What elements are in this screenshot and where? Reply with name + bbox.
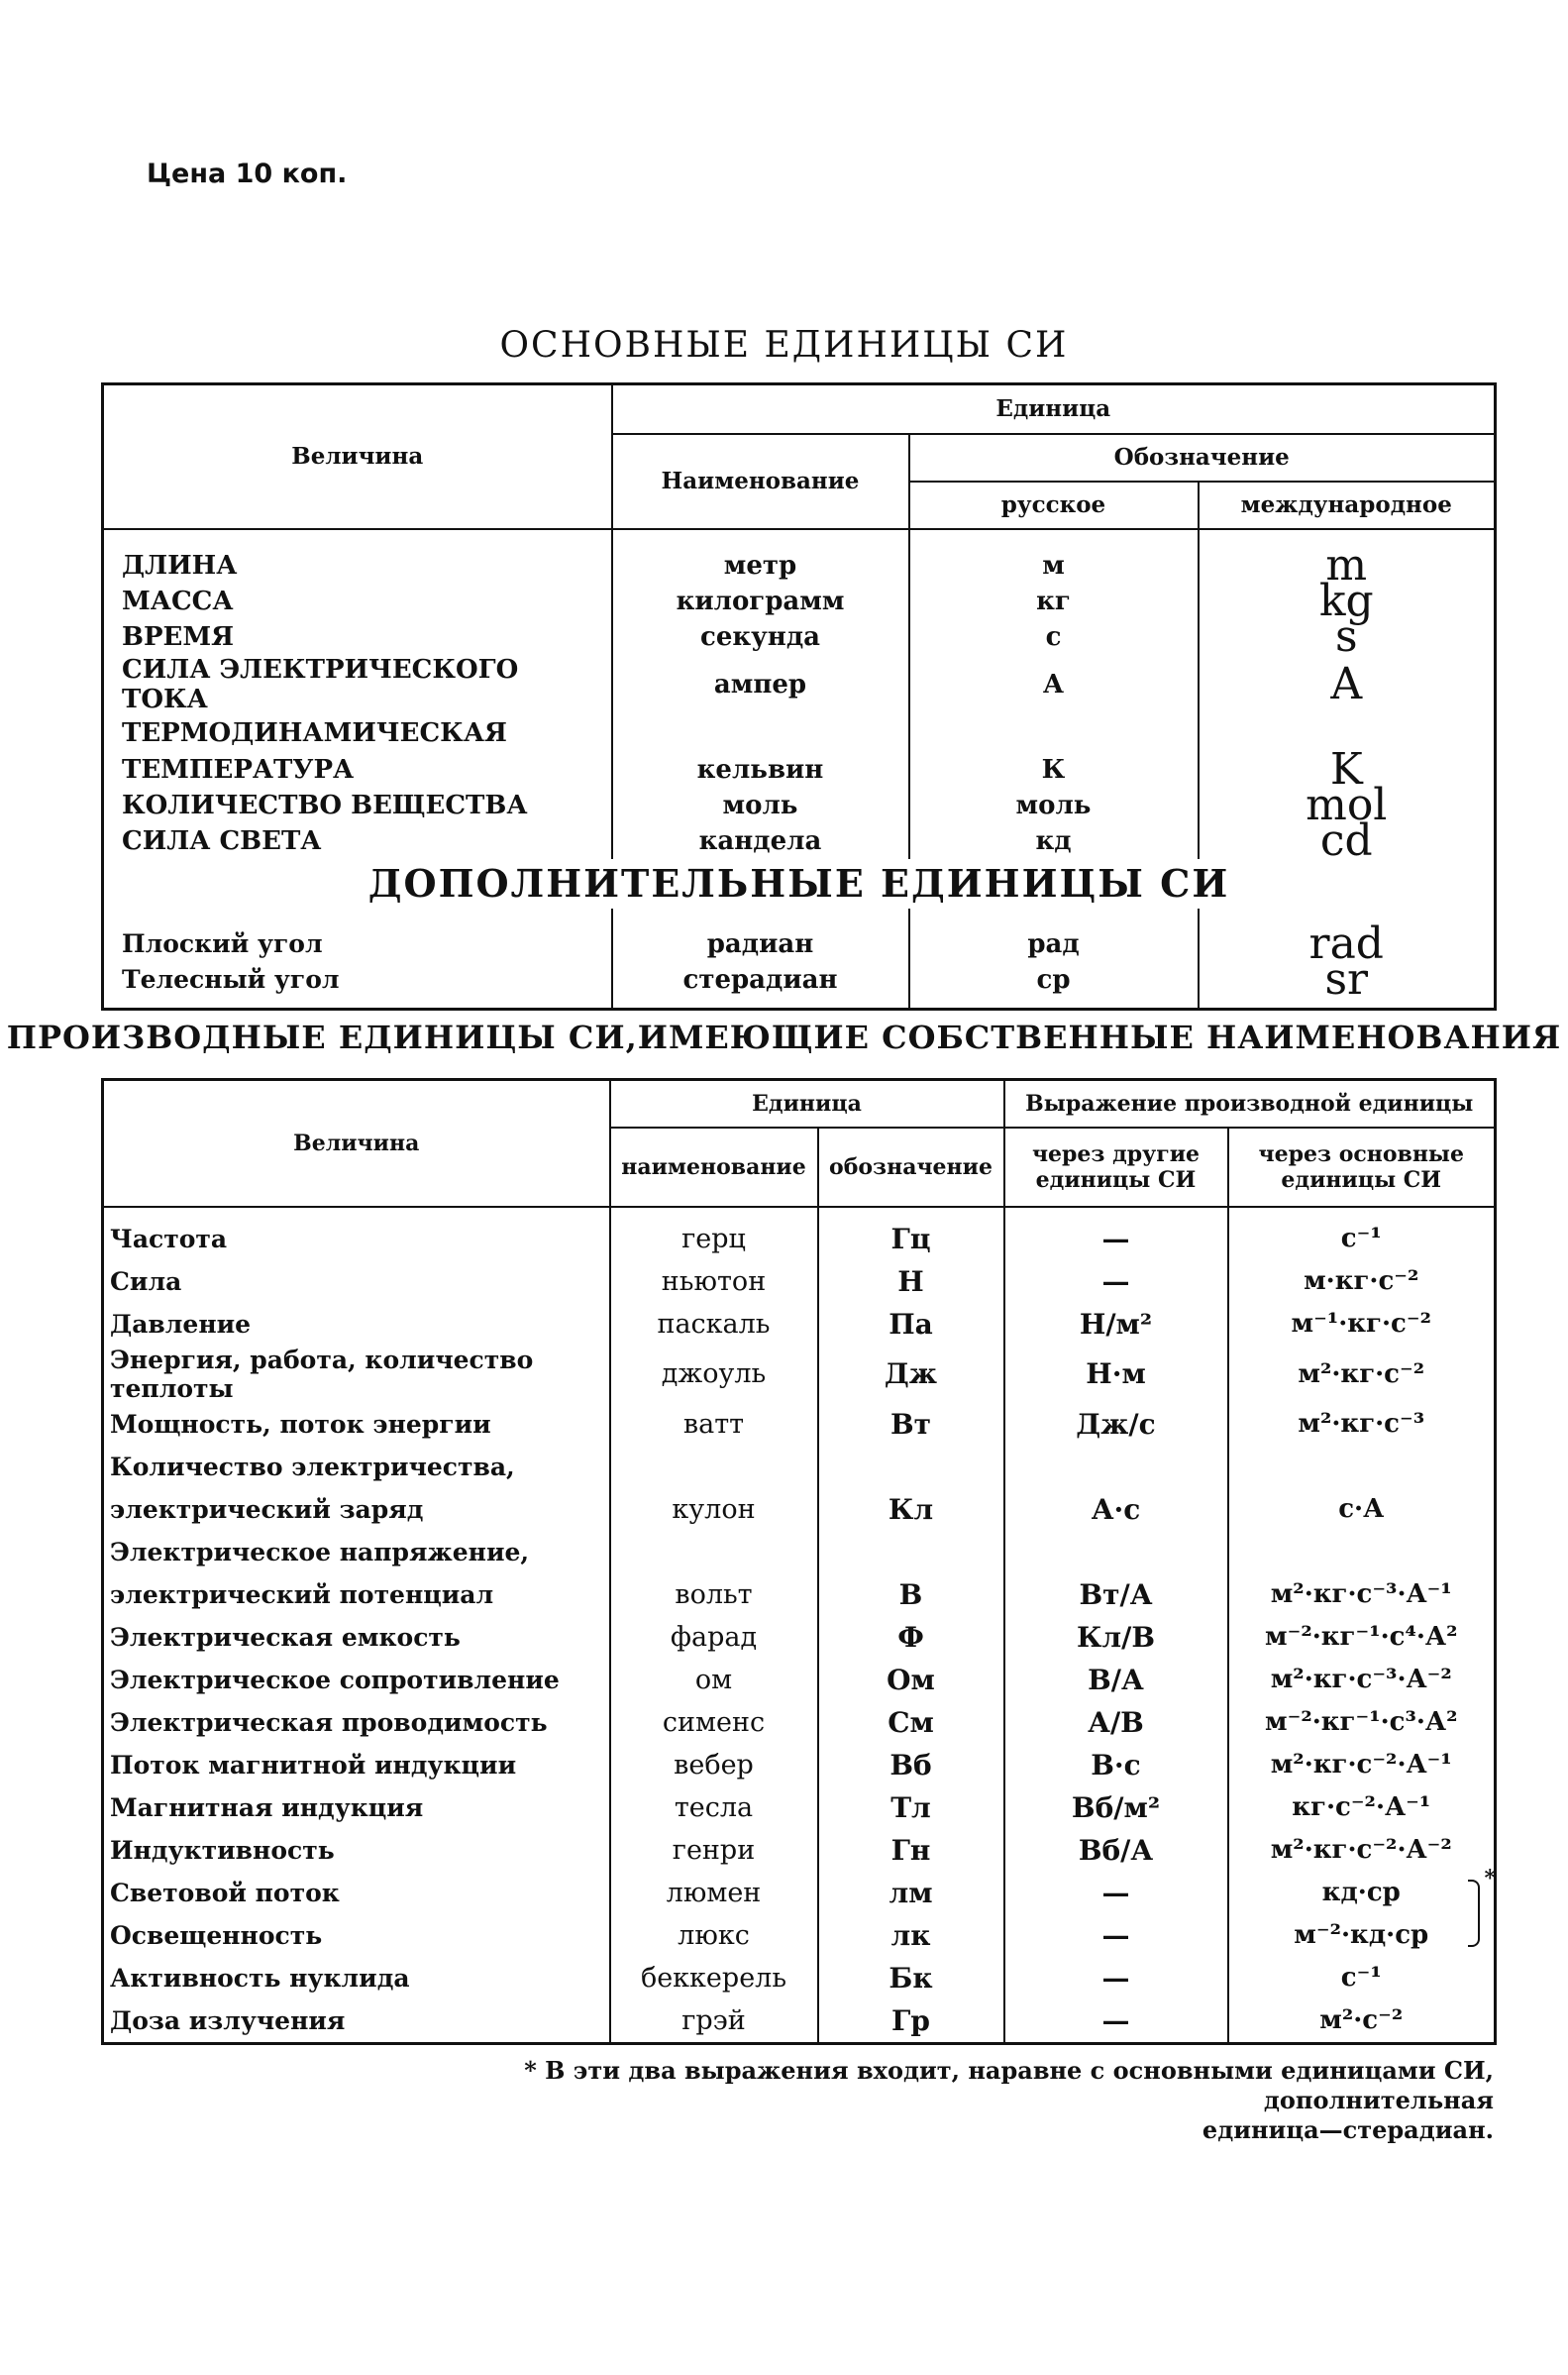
name-cell-text: герц <box>681 1223 746 1254</box>
symbol-cell <box>818 1488 1004 1531</box>
via-base-cell-text: кг·с⁻²·А⁻¹ <box>1292 1792 1431 1822</box>
table-row <box>103 1829 1496 1872</box>
via-base-cell <box>1228 1488 1496 1531</box>
quantity-cell-text: Электрическое напряжение, <box>110 1537 530 1566</box>
via-other-cell <box>1004 1659 1228 1701</box>
intl-symbol-cell: mol <box>1199 788 1496 823</box>
quantity-cell: ТЕРМОДИНАМИЧЕСКАЯ <box>103 714 612 752</box>
symbol-cell <box>818 1403 1004 1446</box>
via-other-cell-text: Н·м <box>1086 1357 1146 1390</box>
intl-symbol-cell: cd <box>1199 823 1496 859</box>
name-cell <box>610 1260 818 1303</box>
derived-units-table <box>101 1078 1497 2045</box>
table-row <box>103 1957 1496 1999</box>
ru-symbol-cell: с <box>909 619 1199 655</box>
name-cell-text: кулон <box>672 1493 756 1525</box>
via-base-cell <box>1228 1914 1496 1957</box>
via-other-cell <box>1004 1957 1228 1999</box>
symbol-cell-text: Бк <box>889 1961 933 1995</box>
derived-units-title: ПРОИЗВОДНЫЕ ЕДИНИЦЫ СИ,ИМЕЮЩИЕ СОБСТВЕННЫЕ НАИМЕНОВАНИЯ <box>6 1019 1562 1056</box>
symbol-cell-text: Ф <box>897 1620 924 1654</box>
name-cell: метр <box>612 529 909 584</box>
name-cell-text: сименс <box>662 1706 766 1738</box>
name-cell: моль <box>612 788 909 823</box>
table-row <box>103 1403 1496 1446</box>
name-cell-text: ом <box>694 1664 733 1695</box>
via-base-cell <box>1228 1531 1496 1573</box>
via-base-cell-text: м⁻²·кд·ср <box>1294 1920 1429 1950</box>
via-base-cell <box>1228 1346 1496 1403</box>
quantity-cell <box>103 1303 610 1346</box>
name-cell <box>610 1786 818 1829</box>
via-other-cell-text: А/В <box>1088 1705 1144 1739</box>
name-cell <box>610 1446 818 1488</box>
table-row <box>103 1531 1496 1573</box>
name-cell <box>610 1531 818 1573</box>
quantity-cell-text: Активность нуклида <box>110 1963 410 1993</box>
quantity-cell <box>103 1573 610 1616</box>
quantity-cell-text: Электрическая емкость <box>110 1622 461 1652</box>
intl-symbol-cell: A <box>1199 655 1496 714</box>
symbol-cell-text: лм <box>889 1876 933 1909</box>
symbol-cell <box>818 1573 1004 1616</box>
intl-symbol-cell: rad <box>1199 909 1496 962</box>
via-other-cell-text: В·с <box>1091 1748 1141 1781</box>
via-base-cell-text: м²·с⁻² <box>1319 2005 1404 2035</box>
name-cell <box>610 1829 818 1872</box>
name-cell <box>610 1616 818 1659</box>
via-base-cell <box>1228 1446 1496 1488</box>
name-cell <box>610 1403 818 1446</box>
table-row <box>103 1872 1496 1914</box>
name-cell <box>610 1999 818 2044</box>
quantity-cell-text: Электрическое сопротивление <box>110 1665 560 1694</box>
table-row <box>103 1786 1496 1829</box>
via-base-cell <box>1228 1207 1496 1260</box>
table-row <box>103 529 1496 584</box>
table-row <box>103 1999 1496 2044</box>
intl-symbol-cell: kg <box>1199 584 1496 619</box>
name-cell-text: ватт <box>682 1408 745 1440</box>
name-cell: ампер <box>612 655 909 714</box>
quantity-cell <box>103 1786 610 1829</box>
quantity-cell <box>103 1957 610 1999</box>
via-base-cell <box>1228 1786 1496 1829</box>
name-cell <box>610 1872 818 1914</box>
symbol-cell <box>818 1957 1004 1999</box>
quantity-cell <box>103 1403 610 1446</box>
symbol-cell-text: Гр <box>891 2003 930 2037</box>
quantity-cell-text: Световой поток <box>110 1878 340 1907</box>
via-base-cell-text: м²·кг·с⁻³ <box>1298 1409 1425 1439</box>
quantity-cell-text: электрический потенциал <box>110 1579 494 1609</box>
via-base-cell <box>1228 1829 1496 1872</box>
ru-symbol-cell: м <box>909 529 1199 584</box>
quantity-cell-text: Освещенность <box>110 1920 323 1950</box>
header-name: наименование <box>610 1128 818 1207</box>
via-other-cell <box>1004 1829 1228 1872</box>
via-other-cell <box>1004 1701 1228 1744</box>
asterisk-mark: * <box>1484 1865 1497 1891</box>
via-other-cell <box>1004 1573 1228 1616</box>
quantity-cell <box>103 1446 610 1488</box>
table-row <box>103 584 1496 619</box>
quantity-cell-text: Доза излучения <box>110 2005 346 2035</box>
via-base-cell <box>1228 1701 1496 1744</box>
symbol-cell <box>818 1999 1004 2044</box>
name-cell-text: вольт <box>675 1578 753 1610</box>
via-other-cell-text: — <box>1101 2003 1130 2037</box>
base-units-title: ОСНОВНЫЕ ЕДИНИЦЫ СИ <box>499 325 1069 366</box>
via-other-cell <box>1004 1999 1228 2044</box>
table-row <box>103 962 1496 1010</box>
via-base-cell <box>1228 1659 1496 1701</box>
via-base-cell-text: с⁻¹ <box>1340 1224 1382 1253</box>
name-cell <box>610 1303 818 1346</box>
via-base-cell <box>1228 1403 1496 1446</box>
via-base-cell <box>1228 1999 1496 2044</box>
symbol-cell-text: Вб <box>889 1748 932 1781</box>
quantity-cell <box>103 1488 610 1531</box>
header-via-other: через другие единицы СИ <box>1004 1128 1228 1207</box>
name-cell <box>610 1744 818 1786</box>
header-expression: Выражение производной единицы <box>1004 1080 1496 1128</box>
ru-symbol-cell: моль <box>909 788 1199 823</box>
via-other-cell-text: — <box>1101 1961 1130 1995</box>
quantity-cell <box>103 1914 610 1957</box>
via-other-cell-text: Вб/м² <box>1071 1790 1161 1824</box>
header-designation: Обозначение <box>909 434 1496 482</box>
symbol-cell-text: Тл <box>890 1790 931 1824</box>
name-cell: кандела <box>612 823 909 859</box>
name-cell: радиан <box>612 909 909 962</box>
via-other-cell <box>1004 1872 1228 1914</box>
quantity-cell: КОЛИЧЕСТВО ВЕЩЕСТВА <box>103 788 612 823</box>
table-row <box>103 1446 1496 1488</box>
quantity-cell <box>103 1829 610 1872</box>
via-other-cell <box>1004 1744 1228 1786</box>
via-other-cell <box>1004 1488 1228 1531</box>
via-other-cell <box>1004 1786 1228 1829</box>
header-designation: обозначение <box>818 1128 1004 1207</box>
via-other-cell <box>1004 1616 1228 1659</box>
via-base-cell-text: м²·кг·с⁻³·А⁻¹ <box>1270 1579 1452 1609</box>
via-other-cell-text: Вб/А <box>1078 1833 1154 1867</box>
name-cell <box>610 1207 818 1260</box>
via-base-cell <box>1228 1303 1496 1346</box>
via-other-cell <box>1004 1207 1228 1260</box>
symbol-cell-text: Дж <box>884 1357 938 1390</box>
via-other-cell <box>1004 1303 1228 1346</box>
via-other-cell-text: Вт/А <box>1079 1577 1153 1611</box>
name-cell <box>612 714 909 752</box>
symbol-cell <box>818 1616 1004 1659</box>
quantity-cell <box>103 1872 610 1914</box>
name-cell-text: люмен <box>666 1877 762 1908</box>
table-row <box>103 909 1496 962</box>
table-row <box>103 1659 1496 1701</box>
symbol-cell <box>818 1659 1004 1701</box>
name-cell: кельвин <box>612 752 909 788</box>
via-other-cell <box>1004 1260 1228 1303</box>
name-cell-text: паскаль <box>657 1308 771 1340</box>
name-cell: секунда <box>612 619 909 655</box>
quantity-cell-text: Сила <box>110 1266 182 1296</box>
base-units-table <box>101 382 1497 1011</box>
name-cell <box>610 1957 818 1999</box>
quantity-cell <box>103 1744 610 1786</box>
intl-symbol-cell: s <box>1199 619 1496 655</box>
header-international: международное <box>1199 482 1496 529</box>
via-base-cell-text: с⁻¹ <box>1340 1963 1382 1993</box>
symbol-cell-text: Гц <box>890 1222 931 1255</box>
symbol-cell <box>818 1531 1004 1573</box>
quantity-cell: ТЕМПЕРАТУРА <box>103 752 612 788</box>
via-other-cell-text: — <box>1101 1222 1130 1255</box>
name-cell-text: грэй <box>681 2004 746 2036</box>
via-other-cell-text: — <box>1101 1918 1130 1952</box>
quantity-cell-text: Магнитная индукция <box>110 1792 424 1822</box>
via-other-cell-text: А·с <box>1091 1492 1141 1526</box>
name-cell <box>610 1914 818 1957</box>
quantity-cell <box>103 1207 610 1260</box>
ru-symbol-cell: рад <box>909 909 1199 962</box>
symbol-cell <box>818 1744 1004 1786</box>
quantity-cell: ВРЕМЯ <box>103 619 612 655</box>
name-cell-text: беккерель <box>640 1962 787 1994</box>
symbol-cell <box>818 1786 1004 1829</box>
table-row <box>103 1303 1496 1346</box>
via-other-cell-text: В/А <box>1088 1663 1144 1696</box>
name-cell-text: фарад <box>670 1621 758 1653</box>
table-row <box>103 655 1496 714</box>
header-name: Наименование <box>612 434 909 529</box>
quantity-cell-text: Количество электричества, <box>110 1452 515 1481</box>
name-cell-text: джоуль <box>661 1358 767 1389</box>
name-cell-text: генри <box>672 1834 756 1866</box>
via-base-cell-text: м⁻²·кг⁻¹·с³·А² <box>1265 1707 1458 1737</box>
symbol-cell-text: В <box>898 1577 923 1611</box>
via-other-cell <box>1004 1531 1228 1573</box>
symbol-cell <box>818 1207 1004 1260</box>
via-base-cell <box>1228 1957 1496 1999</box>
quantity-cell-text: Индуктивность <box>110 1835 335 1865</box>
name-cell <box>610 1659 818 1701</box>
quantity-cell <box>103 1346 610 1403</box>
table-row <box>103 714 1496 752</box>
via-base-cell-text: м²·кг·с⁻² <box>1298 1358 1425 1389</box>
quantity-cell: Телесный угол <box>103 962 612 1010</box>
name-cell-text: люкс <box>678 1919 750 1951</box>
quantity-cell-text: Мощность, поток энергии <box>110 1409 491 1439</box>
name-cell-text: ньютон <box>661 1265 767 1297</box>
table-row <box>103 823 1496 859</box>
symbol-cell <box>818 1872 1004 1914</box>
quantity-cell: СИЛА СВЕТА <box>103 823 612 859</box>
via-base-cell-text: м²·кг·с⁻³·А⁻² <box>1270 1665 1452 1694</box>
via-base-cell <box>1228 1744 1496 1786</box>
via-other-cell <box>1004 1346 1228 1403</box>
table-row <box>103 619 1496 655</box>
quantity-cell <box>103 1701 610 1744</box>
table-row <box>103 1914 1496 1957</box>
ru-symbol-cell: ср <box>909 962 1199 1010</box>
table-row <box>103 1701 1496 1744</box>
quantity-cell-text: Частота <box>110 1224 228 1253</box>
via-other-cell <box>1004 1446 1228 1488</box>
name-cell-text: вебер <box>674 1749 754 1781</box>
quantity-cell-text: Поток магнитной индукции <box>110 1750 517 1780</box>
via-base-cell <box>1228 1865 1497 1914</box>
symbol-cell-text: Гн <box>890 1833 931 1867</box>
symbol-cell-text: Ом <box>887 1663 935 1696</box>
quantity-cell-text: Электрическая проводимость <box>110 1707 548 1737</box>
via-other-cell <box>1004 1914 1228 1957</box>
name-cell <box>610 1701 818 1744</box>
quantity-cell-text: Энергия, работа, количество теплоты <box>110 1345 534 1403</box>
intl-symbol-cell: m <box>1199 529 1496 584</box>
via-base-cell-text: м⁻²·кг⁻¹·с⁴·А² <box>1265 1622 1458 1652</box>
footnote-line: * В эти два выражения входит, наравне с основными единицами СИ, дополнительная <box>524 2056 1494 2114</box>
via-base-cell <box>1228 1616 1496 1659</box>
quantity-cell <box>103 1659 610 1701</box>
price-label: Цена 10 коп. <box>147 159 348 189</box>
header-unit: Единица <box>612 384 1496 434</box>
table-row <box>103 1488 1496 1531</box>
via-other-cell <box>1004 1403 1228 1446</box>
footnote-line: единица—стерадиан. <box>1202 2115 1494 2144</box>
via-other-cell-text: — <box>1101 1264 1130 1298</box>
ru-symbol-cell: кд <box>909 823 1199 859</box>
table-row <box>103 752 1496 788</box>
via-base-cell <box>1228 1260 1496 1303</box>
name-cell: стерадиан <box>612 962 909 1010</box>
name-cell <box>610 1488 818 1531</box>
symbol-cell <box>818 1260 1004 1303</box>
symbol-cell <box>818 1303 1004 1346</box>
table-row <box>103 788 1496 823</box>
symbol-cell-text: Па <box>889 1307 933 1341</box>
name-cell-text: тесла <box>674 1791 754 1823</box>
via-other-cell-text: Кл/В <box>1076 1620 1156 1654</box>
via-other-cell-text: Н/м² <box>1079 1307 1153 1341</box>
quantity-cell-text: Давление <box>110 1309 252 1339</box>
intl-symbol-cell: K <box>1199 752 1496 788</box>
additional-units-title: ДОПОЛНИТЕЛЬНЫЕ ЕДИНИЦЫ СИ <box>367 861 1230 906</box>
quantity-cell: СИЛА ЭЛЕКТРИЧЕСКОГО ТОКА <box>103 655 612 714</box>
symbol-cell <box>818 1701 1004 1744</box>
quantity-cell <box>103 1260 610 1303</box>
via-other-cell-text: Дж/с <box>1076 1407 1156 1441</box>
header-via-base: через основные единицы СИ <box>1228 1128 1496 1207</box>
table-row <box>103 1616 1496 1659</box>
symbol-cell <box>818 1446 1004 1488</box>
via-base-cell <box>1228 1573 1496 1616</box>
name-cell <box>610 1346 818 1403</box>
table-row <box>103 1744 1496 1786</box>
symbol-cell-text: См <box>888 1705 934 1739</box>
table-row <box>103 1573 1496 1616</box>
via-base-cell-text: кд·ср <box>1321 1878 1401 1907</box>
header-russian: русское <box>909 482 1199 529</box>
name-cell: килограмм <box>612 584 909 619</box>
quantity-cell: МАССА <box>103 584 612 619</box>
symbol-cell <box>818 1829 1004 1872</box>
via-base-cell-text: м⁻¹·кг·с⁻² <box>1291 1309 1431 1339</box>
symbol-cell-text: лк <box>890 1918 931 1952</box>
header-quantity: Величина <box>103 1080 610 1207</box>
quantity-cell: Плоский угол <box>103 909 612 962</box>
quantity-cell: ДЛИНА <box>103 529 612 584</box>
ru-symbol-cell: К <box>909 752 1199 788</box>
via-base-cell-text: м·кг·с⁻² <box>1304 1266 1419 1296</box>
ru-symbol-cell: А <box>909 655 1199 714</box>
intl-symbol-cell: sr <box>1199 962 1496 1010</box>
name-cell <box>610 1573 818 1616</box>
via-other-cell-text: — <box>1101 1876 1130 1909</box>
ru-symbol-cell <box>909 714 1199 752</box>
quantity-cell <box>103 1999 610 2044</box>
header-unit: Единица <box>610 1080 1004 1128</box>
via-base-cell-text: с·А <box>1338 1494 1385 1524</box>
ru-symbol-cell: кг <box>909 584 1199 619</box>
table-row <box>103 1346 1496 1403</box>
symbol-cell-text: Вт <box>889 1407 931 1441</box>
table-row <box>103 1207 1496 1260</box>
symbol-cell <box>818 1346 1004 1403</box>
quantity-cell <box>103 1616 610 1659</box>
header-quantity: Величина <box>103 384 612 529</box>
symbol-cell-text: Кл <box>888 1492 934 1526</box>
footnote <box>297 2056 1494 2145</box>
symbol-cell-text: Н <box>897 1264 924 1298</box>
table-row <box>103 1260 1496 1303</box>
symbol-cell <box>818 1914 1004 1957</box>
via-base-cell-text: м²·кг·с⁻²·А⁻² <box>1270 1835 1452 1865</box>
quantity-cell <box>103 1531 610 1573</box>
via-base-cell-text: м²·кг·с⁻²·А⁻¹ <box>1270 1750 1452 1780</box>
quantity-cell-text: электрический заряд <box>110 1494 424 1524</box>
